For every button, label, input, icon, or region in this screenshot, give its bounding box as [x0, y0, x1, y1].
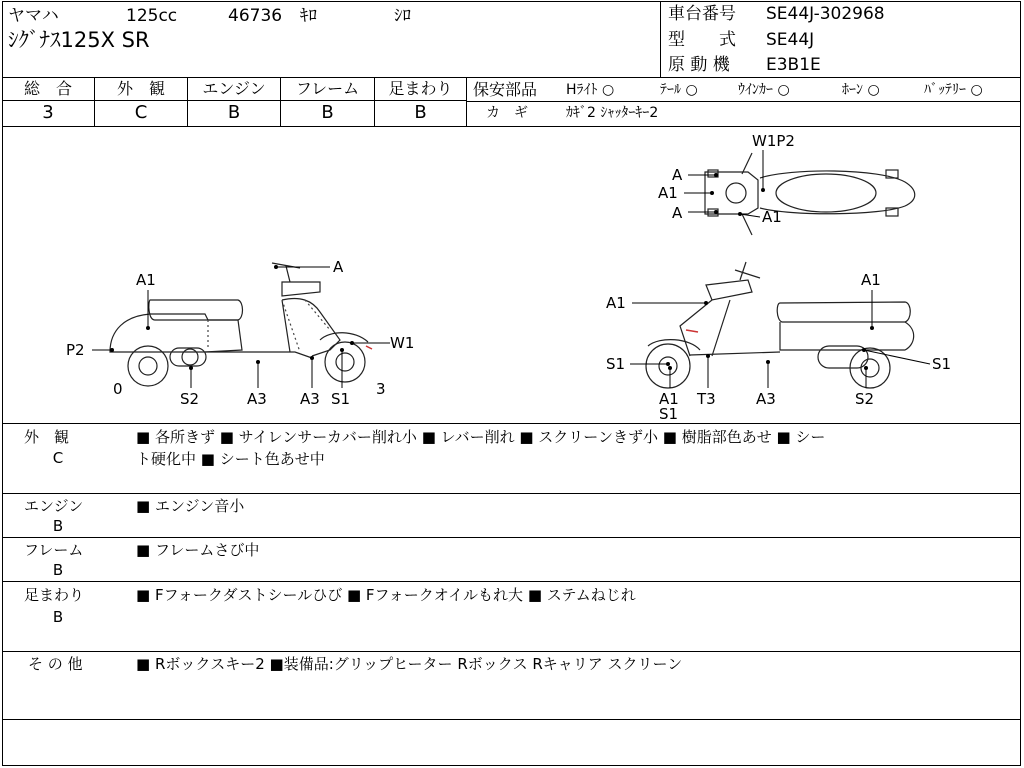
safety-item-name: ﾃｰﾙ: [660, 82, 681, 98]
section-engine-label: エンジン: [24, 497, 84, 515]
safety-item-name: ﾎｰﾝ: [842, 82, 863, 98]
dmg-label: A1: [606, 294, 626, 312]
dmg-label: S1: [606, 355, 626, 373]
section-exterior-label: 外 観: [24, 428, 70, 446]
key-value: ｶｷﾞ2 ｼｬｯﾀｰｷｰ2: [566, 105, 659, 121]
mileage-unit: ｷﾛ: [300, 6, 317, 26]
type-value: SE44J: [766, 30, 815, 50]
section-engine-note: ■ エンジン音小: [136, 497, 245, 515]
safety-item-mark: ○: [970, 82, 983, 98]
maker: ヤマハ: [8, 6, 59, 26]
type-label: 型 式: [668, 30, 736, 50]
dmg-label: S1: [932, 355, 952, 373]
grade-frame: B: [321, 102, 334, 123]
section-frame-grade: B: [52, 561, 64, 579]
safety-item-mark: ○: [601, 82, 615, 98]
dmg-label: A3: [300, 390, 320, 408]
grade-header-engine: エンジン: [202, 79, 266, 98]
section-rule: [2, 651, 1021, 652]
section-exterior-note-2: ト硬化中 ■ シート色あせ中: [136, 450, 325, 468]
safety-item-name: Hﾗｲﾄ: [566, 82, 598, 98]
dmg-label: S2: [855, 390, 875, 408]
grade-header-exterior: 外 観: [116, 79, 165, 98]
grade-exterior: C: [134, 102, 148, 123]
dmg-label: S1: [659, 405, 679, 423]
dmg-label: A: [672, 166, 683, 184]
safety-item-name: ｳｲﾝｶｰ: [738, 82, 773, 98]
dmg-label: A1: [658, 184, 678, 202]
dmg-label: W1: [390, 334, 415, 352]
safety-label: 保安部品: [473, 80, 538, 99]
section-rule: [2, 719, 1021, 720]
dmg-label: A1: [861, 271, 881, 289]
dmg-label: A1: [659, 390, 679, 408]
grade-header-frame: フレーム: [295, 79, 360, 98]
frame-no-label: 車台番号: [668, 4, 736, 24]
grade-header-suspension: 足まわり: [388, 79, 453, 98]
key-label: カ ギ: [486, 105, 528, 121]
dmg-label: T3: [697, 390, 716, 408]
dmg-label: S1: [331, 390, 351, 408]
dmg-label: A: [672, 204, 683, 222]
dmg-label: A1: [762, 208, 782, 226]
section-other-label: そ の 他: [28, 655, 83, 673]
dmg-label: W1P2: [752, 132, 795, 150]
grade-overall: 3: [42, 102, 54, 123]
dmg-label: A1: [136, 271, 156, 289]
color: ｼﾛ: [394, 6, 411, 26]
frame-no: SE44J-302968: [766, 4, 885, 24]
safety-item-mark: ○: [777, 82, 790, 98]
section-suspension-grade: B: [52, 608, 64, 626]
section-exterior-grade: C: [52, 449, 64, 467]
section-frame-note: ■ フレームさび中: [136, 541, 260, 559]
safety-item-mark: ○: [685, 82, 698, 98]
model-name: ｼｸﾞﾅｽ125X SR: [8, 28, 150, 52]
engine-value: E3B1E: [766, 55, 821, 75]
section-suspension-label: 足まわり: [24, 586, 85, 604]
safety-item-name: ﾊﾞｯﾃﾘｰ: [924, 82, 966, 98]
safety-item-mark: ○: [867, 82, 880, 98]
dmg-label: A3: [247, 390, 267, 408]
section-rule: [2, 493, 1021, 494]
grade-suspension: B: [414, 102, 427, 123]
mileage: 46736: [228, 6, 283, 26]
dmg-label: A3: [756, 390, 776, 408]
section-engine-grade: B: [52, 517, 64, 535]
dmg-label: 3: [376, 380, 386, 398]
grade-engine: B: [227, 102, 241, 123]
dmg-label: A: [333, 258, 344, 276]
grade-header-overall: 総 合: [23, 79, 72, 98]
section-rule: [2, 581, 1021, 582]
section-frame-label: フレーム: [24, 541, 84, 559]
engine-label: 原 動 機: [668, 55, 730, 75]
section-rule: [2, 537, 1021, 538]
dmg-label: 0: [113, 380, 123, 398]
section-other-note: ■ Rボックスキー2 ■装備品:グリップヒーター Rボックス Rキャリア スクリーン: [136, 655, 683, 673]
dmg-label: S2: [180, 390, 200, 408]
displacement: 125cc: [126, 6, 178, 26]
section-suspension-note: ■ Fフォークダストシールひび ■ Fフォークオイルもれ大 ■ ステムねじれ: [136, 586, 636, 604]
section-exterior-note-1: ■ 各所きず ■ サイレンサーカバー削れ小 ■ レバー削れ ■ スクリーンきず小 ■ 樹脂部色あせ ■ シー: [136, 428, 826, 446]
dmg-label: P2: [66, 341, 85, 359]
top-view-scooter-drawing: [705, 153, 915, 235]
